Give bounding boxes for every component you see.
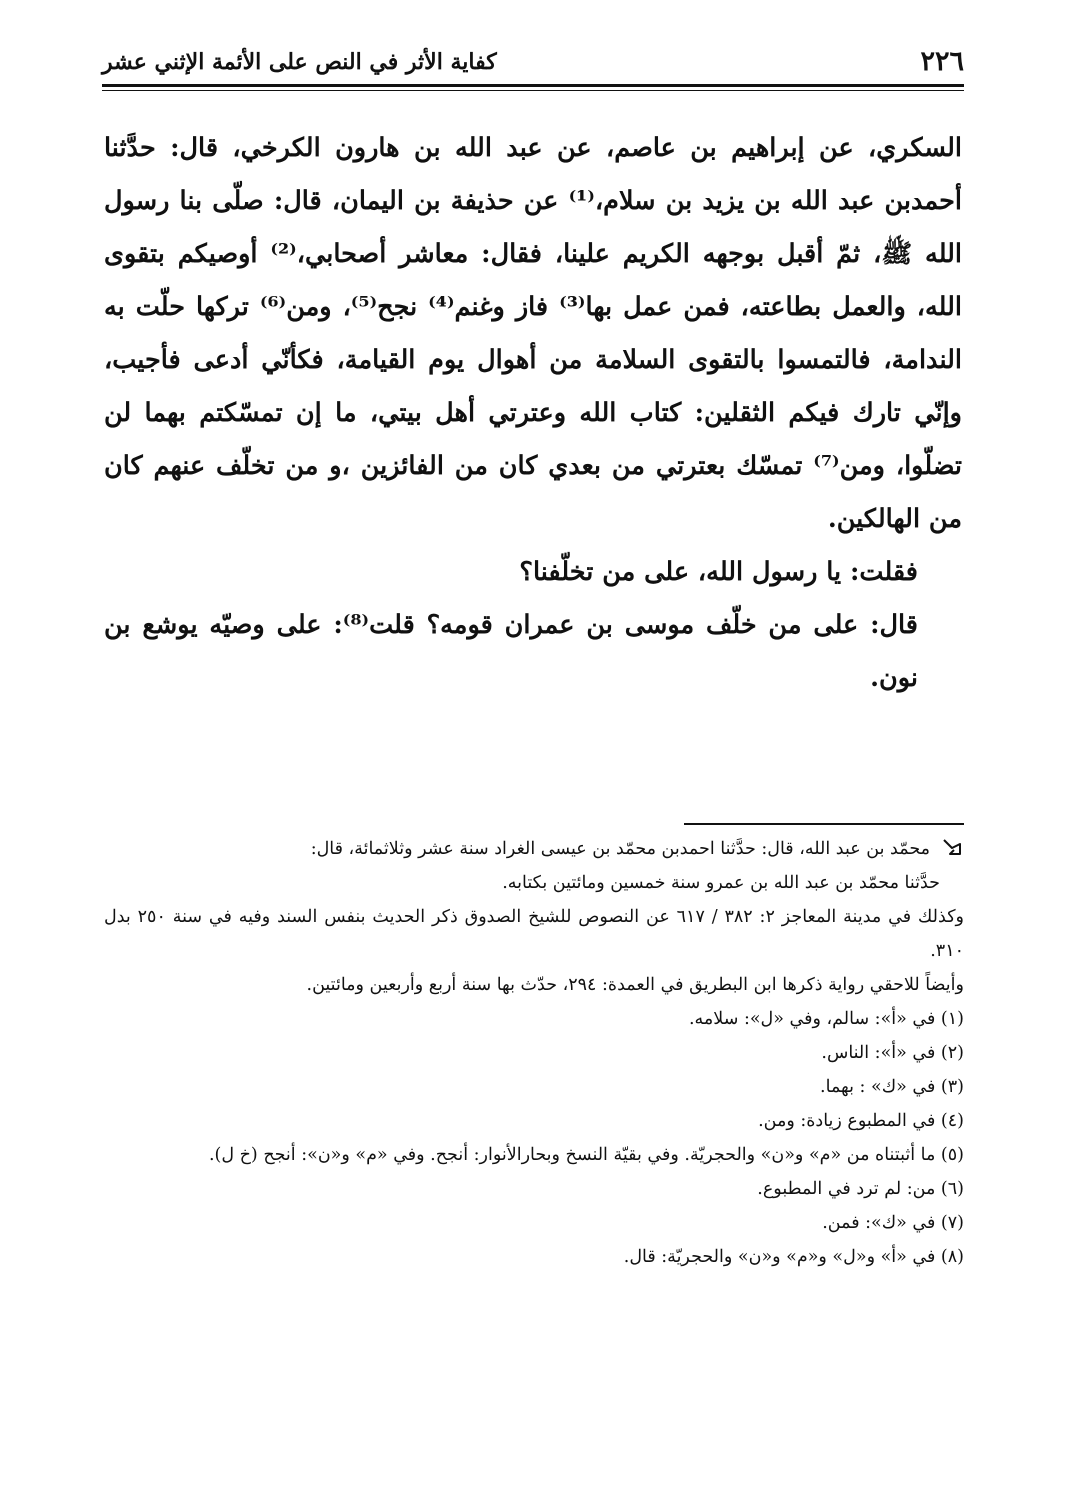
running-title: كفاية الأثر في النص على الأئمة الإثني عشر (102, 49, 497, 75)
main-text (104, 122, 962, 705)
footnote-item: (٥) ما أثبتناه من «م» و«ن» والحجريّة. وفي بقيّة النسخ وبحارالأنوار: أنجح. وفي «م» و«ن»: أنجح (خ ل). (208, 1145, 964, 1165)
footnote-item: (٣) في «ك» : بهما. (820, 1077, 964, 1097)
footnotes (104, 832, 964, 1274)
page-header (102, 40, 964, 80)
paragraph-question: فقلت: يا رسول الله، على من تخلّفنا؟ (519, 557, 918, 587)
footnote-chain-line2: حدَّثنا محمّد بن عبد الله بن عمرو سنة خمسين ومائتين بكتابه. (502, 873, 940, 893)
footnote-item: (١) في «أ»: سالم، وفي «ل»: سلامه. (688, 1009, 964, 1029)
paragraph-hadith: السكري، عن إبراهيم بن عاصم، عن عبد الله بن هارون الكرخي، قال: حدَّثنا أحمدبن عبد الله بن يزيد بن سلام،⁽¹⁾ عن حذيفة بن اليمان، قال: صلّى بنا رسول الله ﷺ، ثمّ أقبل بوجهه الكريم علينا، فقال: معاشر أصحابي،⁽²⁾ أوصيكم بتقوى الله، والعمل بطاعته، فمن عمل بها⁽³⁾ فاز وغنم⁽⁴⁾ نجح⁽⁵⁾، ومن⁽⁶⁾ تركها حلّت به الندامة، فالتمسوا بالتقوى السلامة من أهوال يوم القيامة، فكأنّي أدعى فأجيب، وإنّي تارك فيكم الثقلين: كتاب الله وعترتي أهل بيتي، ما إن تمسّكتم بهما لن تضلّوا، ومن⁽⁷⁾ تمسّك بعترتي من بعدي كان من الفائزين ،و من تخلّف عنهم كان من الهالكين. (104, 133, 963, 534)
pen-icon (940, 836, 964, 860)
footnote-chain (104, 832, 964, 866)
header-rule-thin (102, 90, 964, 91)
footnote-umda: وأيضاً للاحقي رواية ذكرها ابن البطريق في العمدة: ٢٩٤، حدّث بها سنة أربع وأربعين ومائتين. (306, 975, 964, 995)
header-rule (102, 84, 964, 87)
footnote-madina: وكذلك في مدينة المعاجز ٢: ٣٨٢ / ٦١٧ عن النصوص للشيخ الصدوق ذكر الحديث بنفس السند وفيه في سنة ٢٥٠ بدل ٣١٠. (104, 907, 964, 961)
footnote-separator (684, 823, 964, 825)
paragraph-answer: قال: على من خلّف موسى بن عمران قومه؟ قلت⁽⁸⁾: على وصيّه يوشع بن نون. (104, 610, 918, 693)
footnote-item: (٨) في «أ» و«ل» و«م» و«ن» والحجريّة: قال. (623, 1247, 964, 1267)
footnote-item: (٤) في المطبوع زيادة: ومن. (758, 1111, 964, 1131)
footnote-item: (٧) في «ك»: فمن. (822, 1213, 964, 1233)
page-number: ٢٢٦ (920, 46, 964, 77)
footnote-item: (٢) في «أ»: الناس. (821, 1043, 964, 1063)
footnote-item: (٦) من: لم ترد في المطبوع. (757, 1179, 964, 1199)
footnote-chain-line1: محمّد بن عبد الله، قال: حدَّثنا احمدبن محمّد بن عيسى الغراد سنة عشر وثلاثمائة، قال: (310, 839, 930, 859)
